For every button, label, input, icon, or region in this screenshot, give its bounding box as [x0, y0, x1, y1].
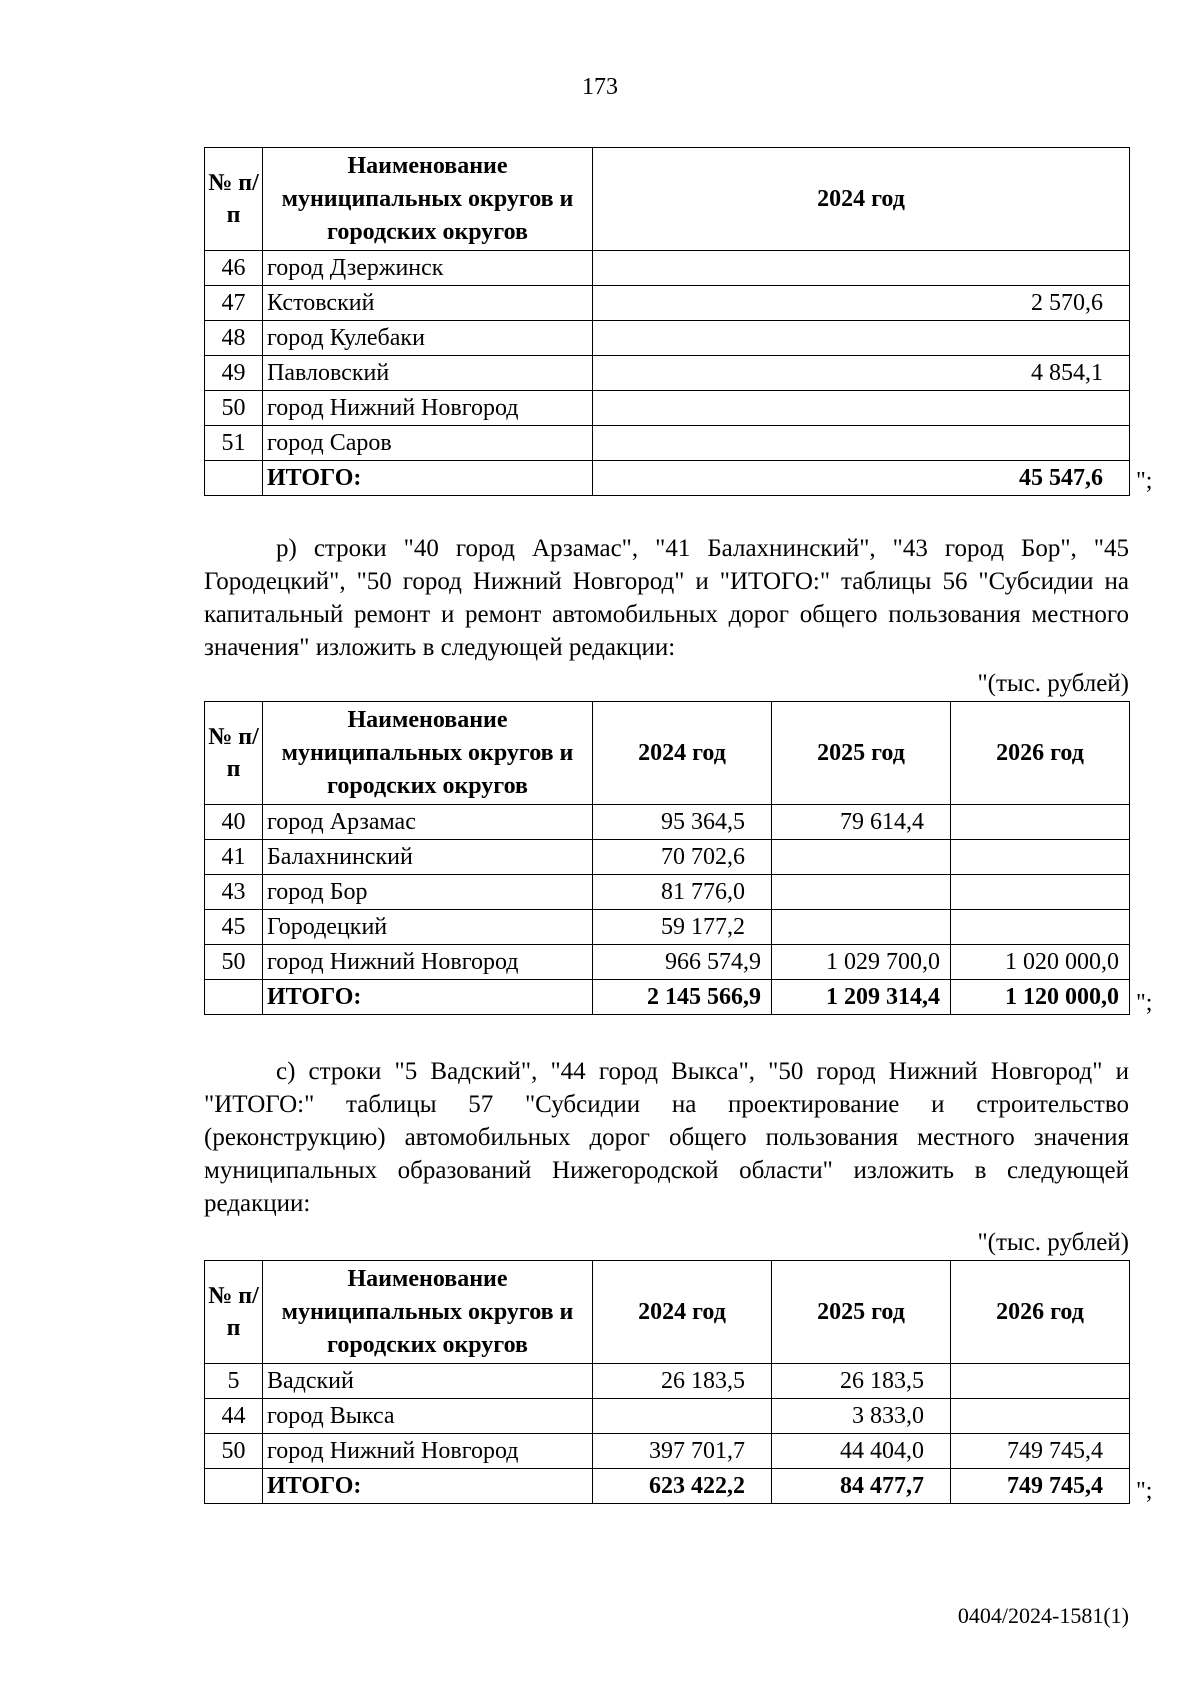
row-value-2025: 26 183,5 [772, 1364, 951, 1399]
row-value-2026: 749 745,4 [951, 1434, 1130, 1469]
unit-label-2: "(тыс. рублей) [977, 1229, 1129, 1256]
row-num: 40 [205, 805, 263, 840]
row-value-2024 [593, 426, 1130, 461]
total-row [205, 461, 1130, 496]
table-row [205, 321, 1130, 356]
total-num [205, 980, 263, 1015]
table-row [205, 426, 1130, 461]
header-name: Наименование муниципальных округов и городских округов [263, 148, 593, 251]
paragraph-r-text: р) строки "40 город Арзамас", "41 Балахнинский", "43 город Бор", "45 Городецкий", "50 город Нижний Новгород" и "ИТОГО:" таблицы 56 "Субсидии на капитальный ремонт и ремонт автомобильных дорог общего пользования местного значения" изложить в следующей редакции: [204, 535, 1129, 661]
total-label: ИТОГО: [263, 461, 593, 496]
row-value-2026 [951, 1364, 1130, 1399]
row-num: 51 [205, 426, 263, 461]
total-value-2025: 1 209 314,4 [772, 980, 951, 1015]
total-value-2024: 623 422,2 [593, 1469, 772, 1504]
table-row [205, 1399, 1130, 1434]
row-num: 50 [205, 1434, 263, 1469]
row-num: 41 [205, 840, 263, 875]
row-value-2026 [951, 1399, 1130, 1434]
row-value-2024 [593, 1399, 772, 1434]
header-num: № п/п [205, 148, 263, 251]
table-row [205, 875, 1130, 910]
row-name: город Кулебаки [263, 321, 593, 356]
table-row [205, 356, 1130, 391]
total-num [205, 461, 263, 496]
row-value-2026: 1 020 000,0 [951, 945, 1130, 980]
row-value-2026 [951, 840, 1130, 875]
paragraph-s [204, 1055, 1129, 1220]
total-label: ИТОГО: [263, 980, 593, 1015]
row-num: 46 [205, 251, 263, 286]
row-value-2026 [951, 910, 1130, 945]
unit-label-1: "(тыс. рублей) [977, 670, 1129, 697]
total-row [205, 1469, 1130, 1504]
row-num: 50 [205, 945, 263, 980]
row-num: 49 [205, 356, 263, 391]
row-value-2024: 81 776,0 [593, 875, 772, 910]
table-row [205, 840, 1130, 875]
row-name: город Бор [263, 875, 593, 910]
row-value-2024 [593, 251, 1130, 286]
row-name: Балахнинский [263, 840, 593, 875]
table-row [205, 805, 1130, 840]
table-row [205, 910, 1130, 945]
header-2026: 2026 год [951, 1261, 1130, 1364]
table-row [205, 945, 1130, 980]
row-value-2026 [951, 805, 1130, 840]
header-2024: 2024 год [593, 702, 772, 805]
row-value-2025 [772, 840, 951, 875]
row-value-2024: 4 854,1 [593, 356, 1130, 391]
row-name: Павловский [263, 356, 593, 391]
header-num: № п/п [205, 702, 263, 805]
row-num: 43 [205, 875, 263, 910]
total-num [205, 1469, 263, 1504]
row-num: 48 [205, 321, 263, 356]
total-value-2025: 84 477,7 [772, 1469, 951, 1504]
total-row [205, 980, 1130, 1015]
row-value-2025 [772, 875, 951, 910]
header-2025: 2025 год [772, 702, 951, 805]
header-2026: 2026 год [951, 702, 1130, 805]
document-code: 0404/2024-1581(1) [957, 1603, 1129, 1628]
table-2 [204, 701, 1130, 1015]
row-name: Городецкий [263, 910, 593, 945]
row-value-2025: 79 614,4 [772, 805, 951, 840]
table-3 [204, 1260, 1130, 1504]
row-num: 47 [205, 286, 263, 321]
total-label: ИТОГО: [263, 1469, 593, 1504]
row-name: Вадский [263, 1364, 593, 1399]
total-value-2026: 749 745,4 [951, 1469, 1130, 1504]
table-1 [204, 147, 1130, 496]
table-row [205, 251, 1130, 286]
row-num: 44 [205, 1399, 263, 1434]
page-number: 173 [582, 74, 618, 100]
row-value-2024: 397 701,7 [593, 1434, 772, 1469]
paragraph-s-text: с) строки "5 Вадский", "44 город Выкса", "50 город Нижний Новгород" и "ИТОГО:" таблицы 57 "Субсидии на проектирование и строительство (реконструкцию) автомобильных дорог общего пользования местного значения муниципальных образований Нижегородской области" изложить в следующей редакции: [204, 1058, 1129, 1217]
table-2-closing-quote: "; [1136, 990, 1153, 1016]
row-value-2024: 966 574,9 [593, 945, 772, 980]
row-value-2024: 26 183,5 [593, 1364, 772, 1399]
row-num: 45 [205, 910, 263, 945]
row-value-2024: 59 177,2 [593, 910, 772, 945]
row-num: 5 [205, 1364, 263, 1399]
row-value-2024 [593, 321, 1130, 356]
row-value-2025: 44 404,0 [772, 1434, 951, 1469]
table-3-closing-quote: "; [1136, 1478, 1153, 1504]
row-name: Кстовский [263, 286, 593, 321]
table-row [205, 286, 1130, 321]
paragraph-r [204, 532, 1129, 664]
header-name: Наименование муниципальных округов и городских округов [263, 702, 593, 805]
row-value-2025: 3 833,0 [772, 1399, 951, 1434]
row-value-2024 [593, 391, 1130, 426]
row-num: 50 [205, 391, 263, 426]
total-value-2026: 1 120 000,0 [951, 980, 1130, 1015]
row-name: город Нижний Новгород [263, 1434, 593, 1469]
table-1-closing-quote: "; [1136, 468, 1153, 494]
row-name: город Нижний Новгород [263, 945, 593, 980]
table-row [205, 1364, 1130, 1399]
row-name: город Арзамас [263, 805, 593, 840]
row-value-2024: 2 570,6 [593, 286, 1130, 321]
row-value-2024: 70 702,6 [593, 840, 772, 875]
row-value-2024: 95 364,5 [593, 805, 772, 840]
header-2024: 2024 год [593, 148, 1130, 251]
row-name: город Дзержинск [263, 251, 593, 286]
table-row [205, 391, 1130, 426]
row-value-2025: 1 029 700,0 [772, 945, 951, 980]
row-name: город Выкса [263, 1399, 593, 1434]
total-value-2024: 2 145 566,9 [593, 980, 772, 1015]
header-num: № п/п [205, 1261, 263, 1364]
row-name: город Саров [263, 426, 593, 461]
row-name: город Нижний Новгород [263, 391, 593, 426]
header-2025: 2025 год [772, 1261, 951, 1364]
header-name: Наименование муниципальных округов и городских округов [263, 1261, 593, 1364]
row-value-2025 [772, 910, 951, 945]
header-2024: 2024 год [593, 1261, 772, 1364]
row-value-2026 [951, 875, 1130, 910]
total-value-2024: 45 547,6 [593, 461, 1130, 496]
table-row [205, 1434, 1130, 1469]
